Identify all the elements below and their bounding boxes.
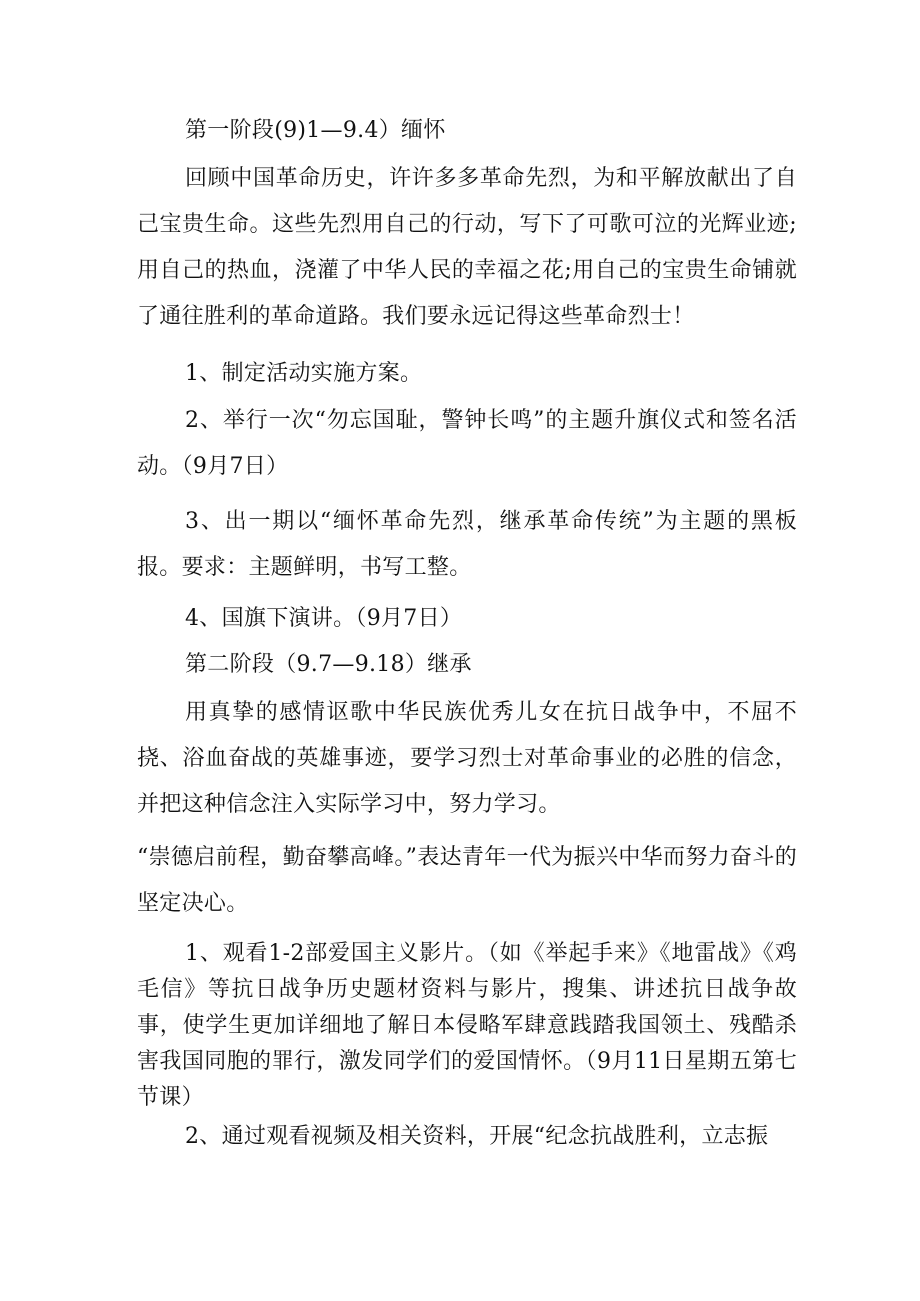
stage2-intro-paragraph: 用真挚的感情讴歌中华民族优秀儿女在抗日战争中，不屈不挠、浴血奋战的英雄事迹，要学习烈士对革命事业的必胜的信念，并把这种信念注入实际学习中，努力学习。	[137, 700, 797, 817]
stage1-item-4: 4、国旗下演讲。（9月7日）	[185, 606, 463, 631]
stage2-item-1: 1、观看1-2部爱国主义影片。（如《举起手来》《地雷战》《鸡毛信》等抗日战争历史题材资料与影片，搜集、讲述抗日战争故事，使学生更加详细地了解日本侵略军肆意践踏我国领土、残酷杀害我国同胞的罪行，激发同学们的爱国情怀。（9月11日星期五第七节课）	[137, 941, 797, 1110]
stage2-item-2: 2、通过观看视频及相关资料，开展“纪念抗战胜利，立志振	[185, 1124, 769, 1149]
stage2-quote-paragraph: “崇德启前程，勤奋攀高峰。”表达青年一代为振兴中华而努力奋斗的坚定决心。	[137, 845, 797, 916]
stage1-item-2: 2、举行一次“勿忘国耻，警钟长鸣”的主题升旗仪式和签名活动。（9月7日）	[137, 408, 797, 479]
stage1-item-1: 1、制定活动实施方案。	[185, 361, 423, 386]
stage1-heading: 第一阶段(9)1—9.4）缅怀	[185, 118, 446, 143]
stage2-heading: 第二阶段（9.7—9.18）继承	[185, 652, 472, 677]
stage1-item-3: 3、出一期以“缅怀革命先烈，继承革命传统”为主题的黑板报。要求：主题鲜明，书写工整。	[137, 509, 797, 580]
stage1-intro-paragraph: 回顾中国革命历史，许许多多革命先烈，为和平解放献出了自己宝贵生命。这些先烈用自己的行动，写下了可歌可泣的光辉业迹;用自己的热血，浇灌了中华人民的幸福之花;用自己的宝贵生命铺就了通往胜利的革命道路。我们要永远记得这些革命烈士！	[137, 166, 797, 329]
